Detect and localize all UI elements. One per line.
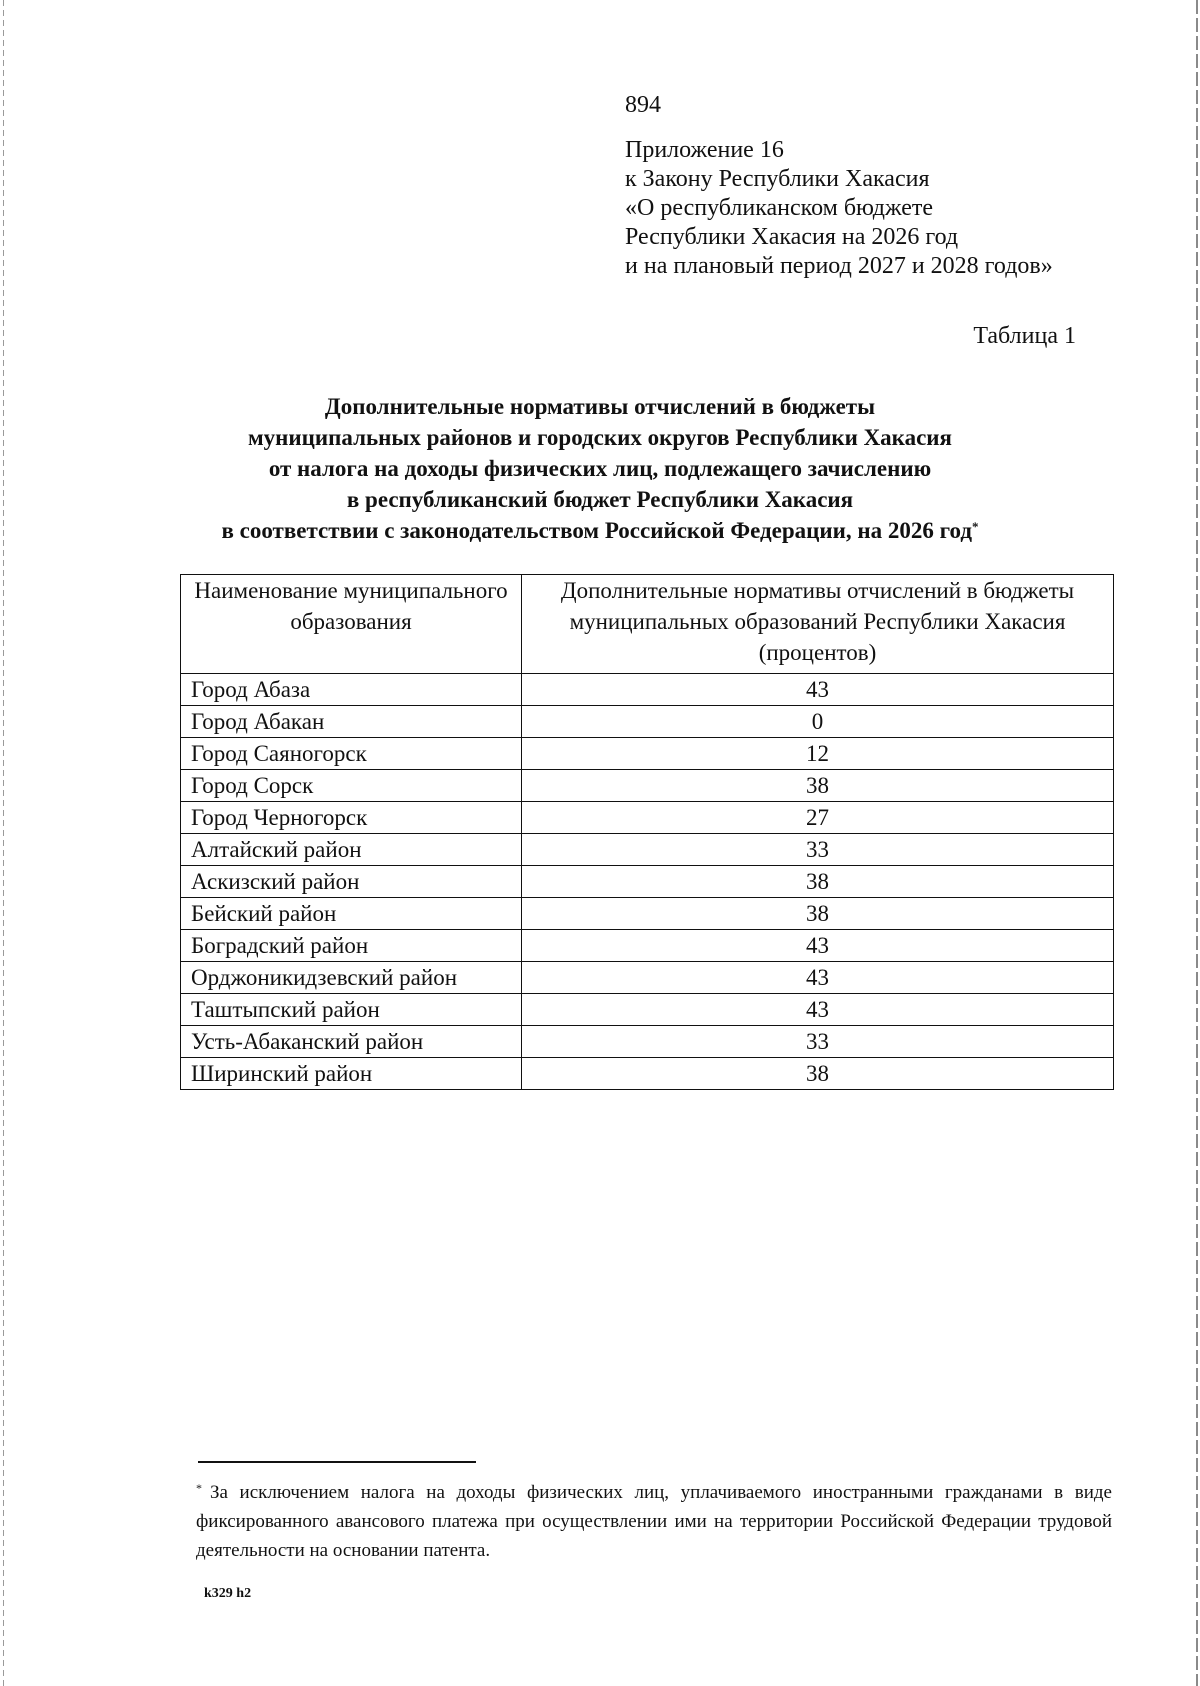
norm-value: 43 [522, 674, 1114, 706]
norm-value: 38 [522, 898, 1114, 930]
table-row [181, 898, 1114, 930]
municipality-name: Город Саяногорск [181, 738, 522, 770]
footnote-text: За исключением налога на доходы физических лиц, уплачиваемого иностранными гражданами в виде фиксированного авансового платежа при осуществлении ими на территории Российской Федерации трудовой деятельности на основании патента. [196, 1482, 1112, 1561]
scan-edge-right [1196, 0, 1198, 1686]
title-line-text: в соответствии с законодательством Российской Федерации, на 2026 год [221, 518, 973, 543]
municipality-name: Боградский район [181, 930, 522, 962]
municipality-name: Бейский район [181, 898, 522, 930]
appendix-line: Республики Хакасия на 2026 год [625, 224, 959, 250]
municipality-name: Орджоникидзевский район [181, 962, 522, 994]
norm-value: 33 [522, 834, 1114, 866]
table-row [181, 1026, 1114, 1058]
table-row [181, 1058, 1114, 1090]
appendix-line: к Закону Республики Хакасия [625, 166, 930, 192]
title-line: в республиканский бюджет Республики Хакасия [346, 487, 854, 512]
norm-value: 43 [522, 930, 1114, 962]
norm-value: 38 [522, 1058, 1114, 1090]
appendix-line: и на плановый период 2027 и 2028 годов» [625, 253, 1053, 279]
municipality-name: Город Сорск [181, 770, 522, 802]
municipality-name: Усть-Абаканский район [181, 1026, 522, 1058]
table-row [181, 994, 1114, 1026]
norm-value: 0 [522, 706, 1114, 738]
norm-value: 12 [522, 738, 1114, 770]
title-footnote-mark: * [972, 519, 979, 534]
norm-value: 38 [522, 866, 1114, 898]
table-row [181, 770, 1114, 802]
scan-edge-left [3, 0, 4, 1686]
table-label: Таблица 1 [973, 323, 1076, 349]
table-header-row [181, 575, 1114, 674]
norm-value: 33 [522, 1026, 1114, 1058]
footnote [196, 1478, 1112, 1565]
table-row [181, 930, 1114, 962]
title-line: Дополнительные нормативы отчислений в бюджеты [324, 394, 876, 419]
table-row [181, 738, 1114, 770]
table-row [181, 674, 1114, 706]
norm-value: 43 [522, 962, 1114, 994]
municipality-name: Таштыпский район [181, 994, 522, 1026]
table-body [181, 674, 1114, 1090]
norm-value: 38 [522, 770, 1114, 802]
footnote-divider [198, 1461, 476, 1463]
municipality-name: Аскизский район [181, 866, 522, 898]
document-title [150, 391, 1050, 546]
title-line [150, 515, 1050, 546]
norm-value: 43 [522, 994, 1114, 1026]
page-number: 894 [625, 92, 661, 118]
municipality-name: Город Абакан [181, 706, 522, 738]
table-row [181, 706, 1114, 738]
title-line: от налога на доходы физических лиц, подлежащего зачислению [268, 456, 932, 481]
norms-table [180, 574, 1114, 1090]
title-line: муниципальных районов и городских округов Республики Хакасия [247, 425, 952, 450]
table-row [181, 834, 1114, 866]
footnote-mark: * [196, 1481, 202, 1495]
municipality-name: Алтайский район [181, 834, 522, 866]
appendix-line: Приложение 16 [625, 137, 784, 163]
appendix-reference [625, 136, 1053, 281]
header-norm: Дополнительные нормативы отчислений в бюджеты муниципальных образований Республики Хакасия (процентов) [522, 575, 1114, 674]
appendix-line: «О республиканском бюджете [625, 195, 934, 221]
document-code: k329 h2 [204, 1586, 252, 1601]
table-row [181, 866, 1114, 898]
header-municipality: Наименование муниципального образования [181, 575, 522, 674]
municipality-name: Город Черногорск [181, 802, 522, 834]
table-row [181, 962, 1114, 994]
municipality-name: Город Абаза [181, 674, 522, 706]
norm-value: 27 [522, 802, 1114, 834]
municipality-name: Ширинский район [181, 1058, 522, 1090]
table-row [181, 802, 1114, 834]
